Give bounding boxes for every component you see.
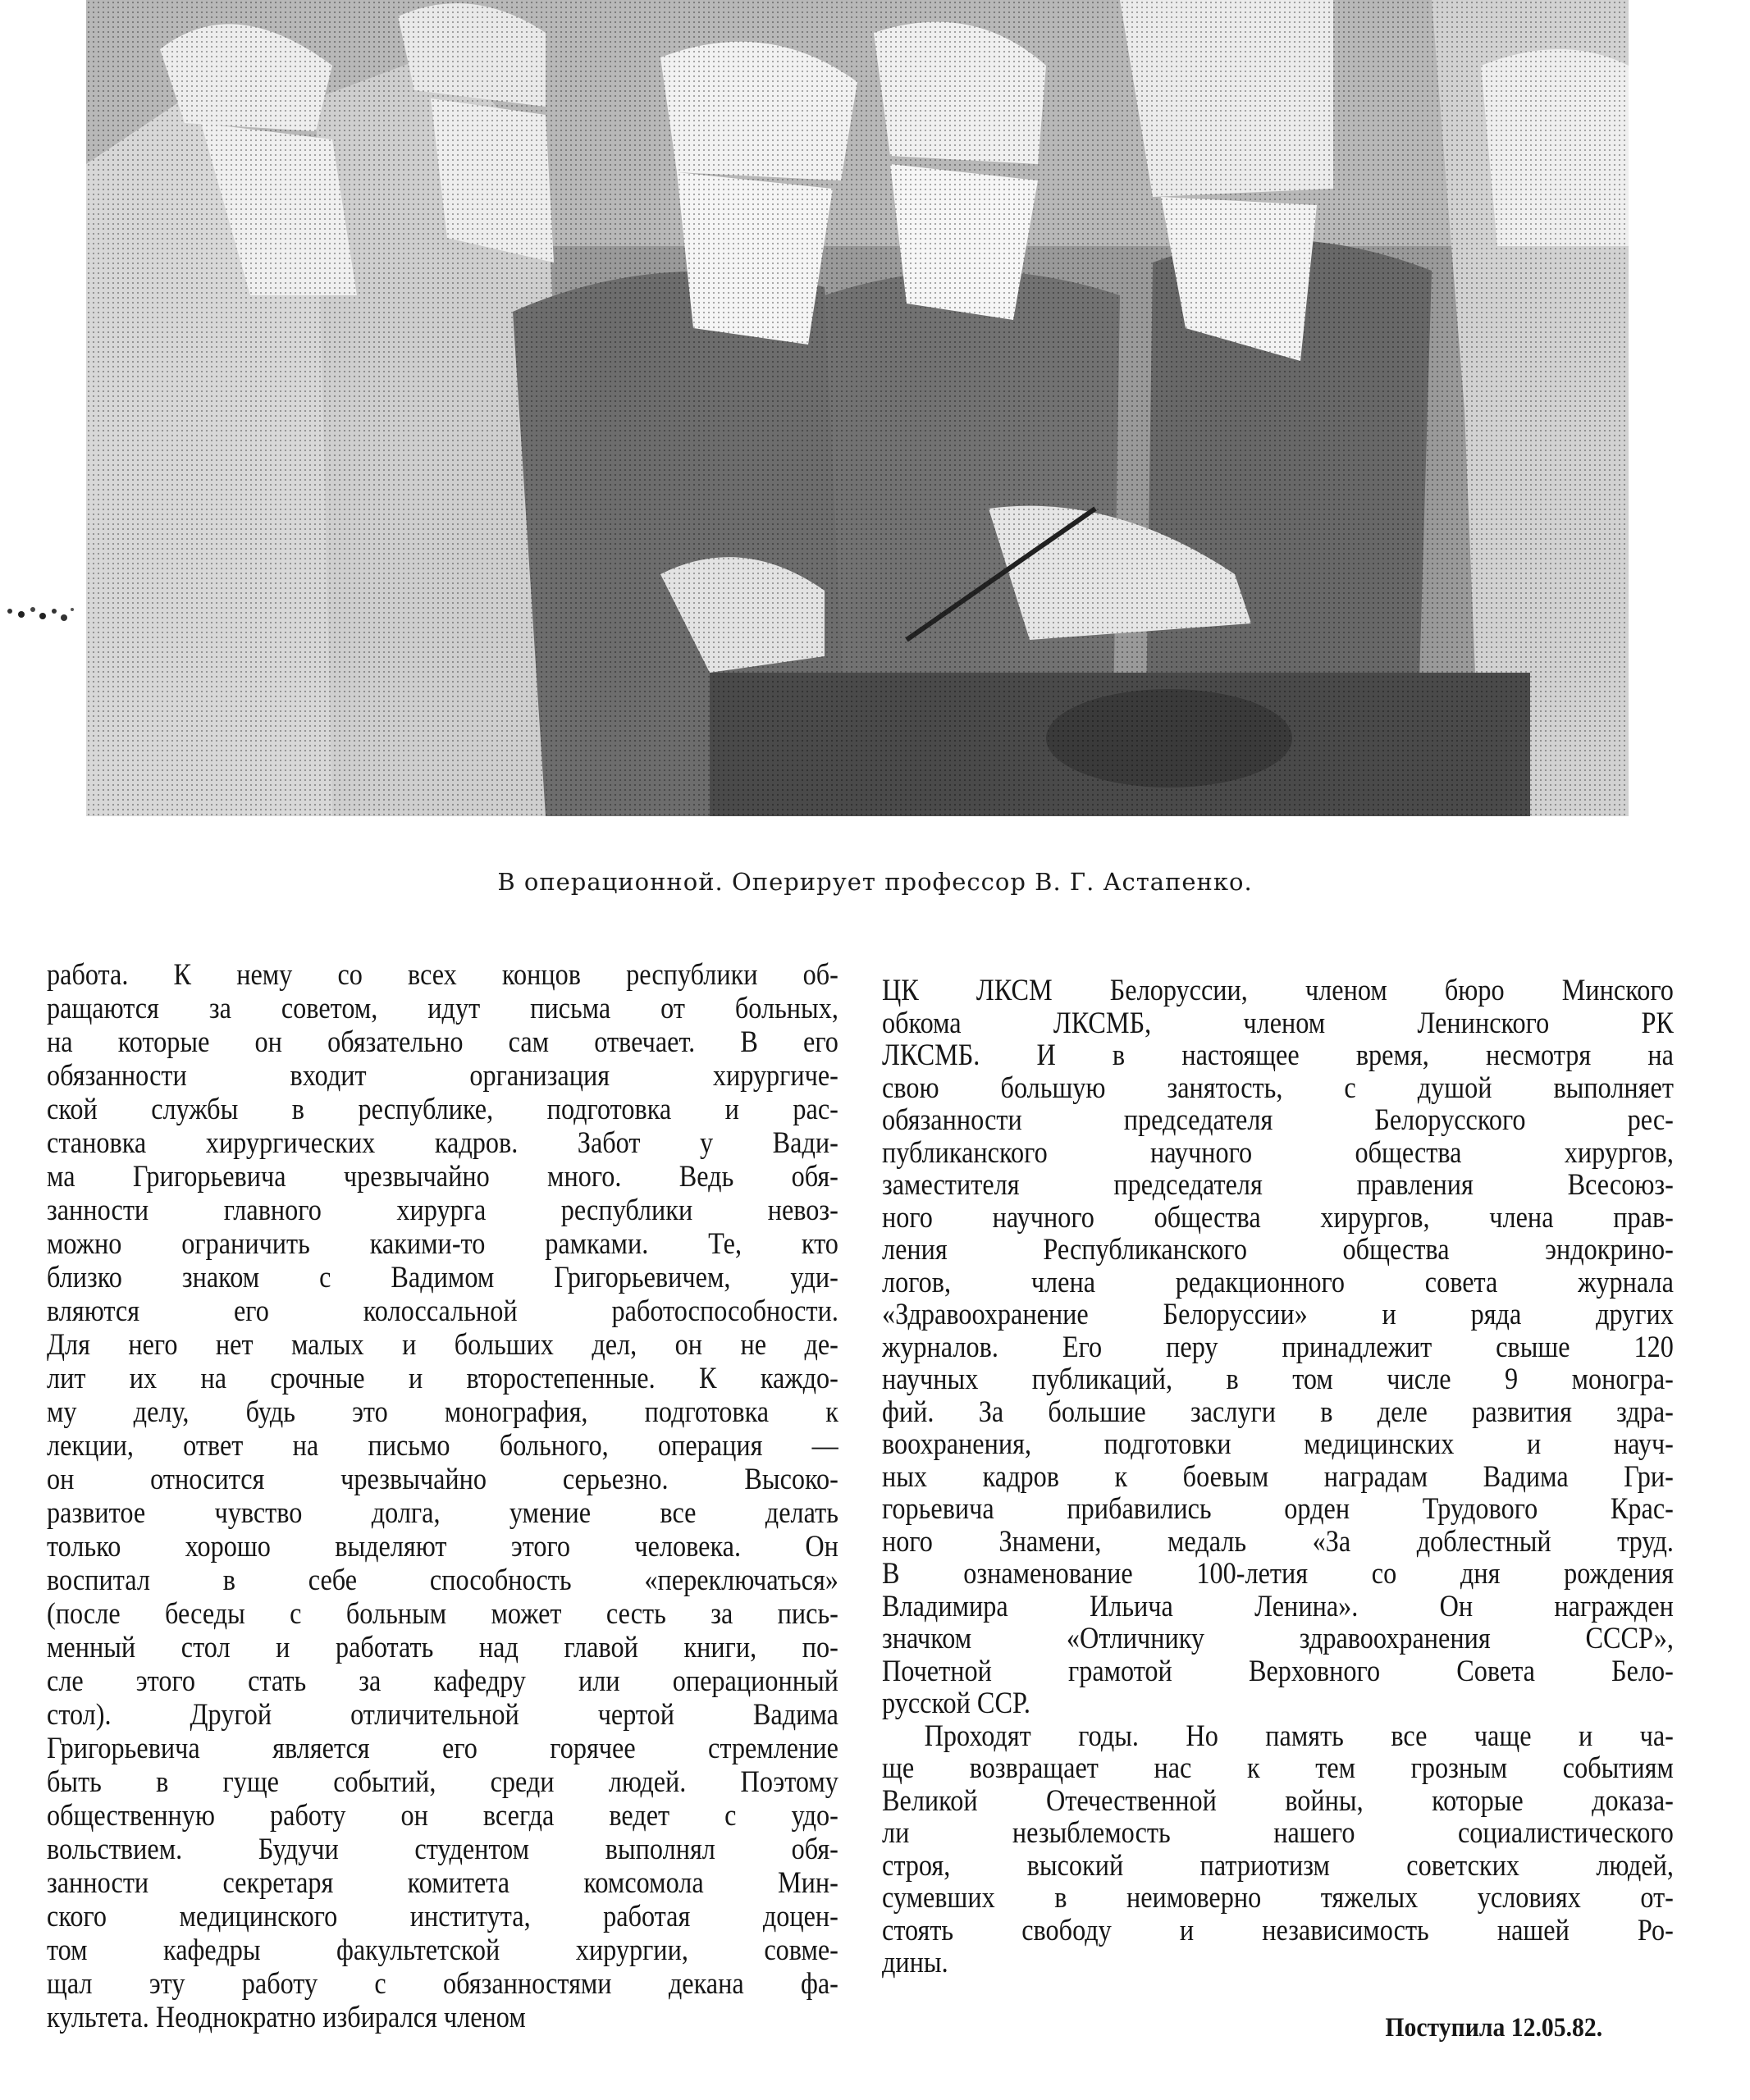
text-line: «Здравоохранение Белоруссии» и ряда других: [882, 1299, 1674, 1331]
scan-smudge-mark: [0, 595, 78, 632]
text-line: развитое чувство долга, умение все делать: [47, 1496, 838, 1530]
text-line: значком «Отличнику здравоохранения СССР»,: [882, 1623, 1674, 1655]
text-line: можно ограничить какими-то рамками. Те, кто: [47, 1227, 838, 1261]
text-line: (после беседы с больным может сесть за пись-: [47, 1597, 838, 1631]
text-line: Великой Отечественной войны, которые доказа-: [882, 1784, 1674, 1817]
text-line: лит их на срочные и второстепенные. К каждо-: [47, 1362, 838, 1395]
surgery-photo-illustration: [86, 0, 1629, 816]
text-line: ще возвращает нас к тем грозным событиям: [882, 1752, 1674, 1785]
text-line: русской ССР.: [882, 1687, 1030, 1720]
text-line: только хорошо выделяют этого человека. Он: [47, 1530, 838, 1564]
text-line: общественную работу он всегда ведет с удо-: [47, 1799, 838, 1833]
text-line: Владимира Ильича Ленина». Он награжден: [882, 1590, 1674, 1623]
text-line: публиканского научного общества хирургов,: [882, 1136, 1674, 1169]
text-line: ного Знамени, медаль «За доблестный труд.: [882, 1525, 1674, 1558]
text-line: Проходят годы. Но память все чаще и ча-: [924, 1719, 1674, 1752]
text-line: ления Республиканского общества эндокрино-: [882, 1234, 1674, 1267]
text-line: менный стол и работать над главой книги, по-: [47, 1631, 838, 1664]
text-line: ского медицинского института, работая доцен-: [47, 1900, 838, 1933]
text-line: ращаются за советом, идут письма от больных,: [47, 992, 838, 1025]
text-line: строя, высокий патриотизм советских людей,: [882, 1849, 1674, 1882]
text-line: ЛКСМБ. И в настоящее время, несмотря на: [882, 1039, 1674, 1072]
text-line: свою большую занятость, с душой выполняет: [882, 1071, 1674, 1104]
text-line: Для него нет малых и больших дел, он не де-: [47, 1328, 838, 1362]
text-line: культета. Неоднократно избирался членом: [47, 2001, 526, 2034]
text-line: стол). Другой отличительной чертой Вадима: [47, 1698, 838, 1732]
text-line: становка хирургических кадров. Забот у Вади-: [47, 1126, 838, 1160]
text-line: обкома ЛКСМБ, членом Ленинского РК: [882, 1007, 1674, 1039]
text-line: сумевших в неимоверно тяжелых условиях от-: [882, 1882, 1674, 1915]
text-line: сле этого стать за кафедру или операционный: [47, 1664, 838, 1698]
text-line: Григорьевича является его горячее стремление: [47, 1732, 838, 1765]
text-line: он относится чрезвычайно серьезно. Высоко-: [47, 1463, 838, 1496]
text-line: Почетной грамотой Верховного Совета Бело-: [882, 1655, 1674, 1687]
text-line: лекции, ответ на письмо больного, операция —: [47, 1429, 838, 1463]
text-line: ЦК ЛКСМ Белоруссии, членом бюро Минского: [882, 975, 1674, 1007]
text-line: воохранения, подготовки медицинских и науч-: [882, 1428, 1674, 1461]
text-line: воспитал в себе способность «переключаться»: [47, 1564, 838, 1597]
text-line: на которые он обязательно сам отвечает. В его: [47, 1025, 838, 1059]
text-line: научных публикаций, в том числе 9 моногра-: [882, 1363, 1674, 1396]
text-line: работа. К нему со всех концов республики об-: [47, 958, 838, 992]
text-line: обязанности председателя Белорусского рес-: [882, 1104, 1674, 1137]
text-line: фий. За большие заслуги в деле развития здра-: [882, 1395, 1674, 1428]
text-line: стоять свободу и независимость нашей Ро-: [882, 1914, 1674, 1947]
text-line: му делу, будь это монография, подготовка к: [47, 1395, 838, 1429]
received-date: Поступила 12.05.82.: [1385, 2013, 1602, 2043]
text-line: ных кадров к боевым наградам Вадима Гри-: [882, 1460, 1674, 1493]
text-line: щал эту работу с обязанностями декана фа-: [47, 1967, 838, 2001]
text-line: занности секретаря комитета комсомола Мин-: [47, 1866, 838, 1900]
text-line: ли незыблемость нашего социалистического: [882, 1817, 1674, 1850]
text-line: обязанности входит организация хирургиче-: [47, 1059, 838, 1093]
text-line: вольствием. Будучи студентом выполнял обя-: [47, 1833, 838, 1866]
text-line: занности главного хирурга республики невоз-: [47, 1194, 838, 1227]
text-line: заместителя председателя правления Всесоюз-: [882, 1169, 1674, 1202]
text-line: ного научного общества хирургов, члена прав-: [882, 1201, 1674, 1234]
text-line: ской службы в республике, подготовка и рас-: [47, 1093, 838, 1126]
surgery-photo: [86, 0, 1629, 816]
text-line: близко знаком с Вадимом Григорьевичем, уди-: [47, 1261, 838, 1294]
text-line: журналов. Его перу принадлежит свыше 120: [882, 1331, 1674, 1363]
text-line: ма Григорьевича чрезвычайно много. Ведь обя-: [47, 1160, 838, 1194]
text-line: логов, члена редакционного совета журнала: [882, 1266, 1674, 1299]
article-left-column: [47, 958, 838, 2034]
article-right-column: [882, 975, 1674, 1979]
text-line: вляются его колоссальной работоспособности.: [47, 1294, 838, 1328]
text-line: дины.: [882, 1947, 948, 1979]
text-line: быть в гуще событий, среди людей. Поэтому: [47, 1765, 838, 1799]
text-line: В ознаменование 100-летия со дня рождения: [882, 1558, 1674, 1591]
text-line: горьевича прибавились орден Трудового Крас-: [882, 1493, 1674, 1526]
photo-caption: В операционной. Оперирует профессор В. Г. Астапенко.: [497, 868, 1253, 896]
text-line: том кафедры факультетской хирургии, совме-: [47, 1933, 838, 1967]
